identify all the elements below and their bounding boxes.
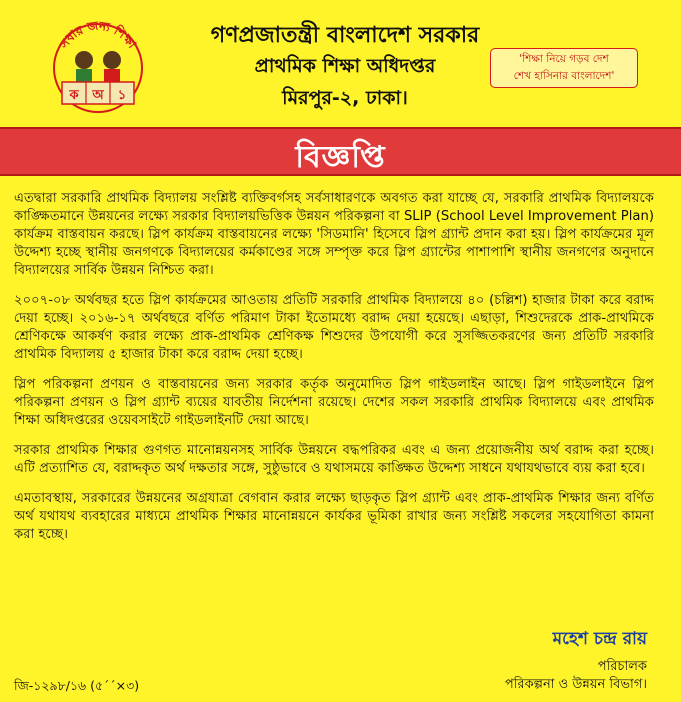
education-for-all-logo xyxy=(48,14,148,116)
paragraph-1: এতদ্বারা সরকারি প্রাথমিক বিদ্যালয় সংশ্লিষ্ট ব্যক্তিবর্গসহ সর্বসাধারণকে অবগত করা যাচ্ছে যে, সরকারি প্রাথমিক বিদ্যালয়কে কাঙ্ক্ষিতমানে উন্নয়নের লক্ষ্যে সরকার বিদ্যালয়ভিত্তিক উন্নয়ন পরিকল্পনা বা SLIP (School Level Improvement Plan) কার্যক্রম বাস্তবায়ন করছে। স্লিপ কার্যক্রম বাস্তবায়নের লক্ষ্যে 'সিডমানি' হিসেবে স্লিপ গ্র্যান্ট প্রদান করা হয়। স্লিপ কার্যক্রমের মূল উদ্দেশ্য হচ্ছে স্থানীয় জনগণকে বিদ্যালয়ের কর্মকাণ্ডের সঙ্গে সম্পৃক্ত করে স্লিপ গ্র্যান্টের পাশাপাশি স্থানীয় জনগণের অনুদানে বিদ্যালয়ের সার্বিক উন্নয়ন নিশ্চিত করা। xyxy=(14,191,654,278)
logo-letter-1: ক xyxy=(69,88,79,103)
paragraph-2: ২০০৭-০৮ অর্থবছর হতে স্লিপ কার্যক্রমের আওতায় প্রতিটি সরকারি প্রাথমিক বিদ্যালয়ে ৪০ (চল্লিশ) হাজার টাকা করে বরাদ্দ দেয়া হচ্ছে। ২০১৬-১৭ অর্থবছরে বর্ণিত পরিমাণ টাকা ইতোমধ্যে বরাদ্দ দেয়া হয়েছে। এছাড়া, শিশুদেরকে প্রাক-প্রাথমিকে শ্রেণিকক্ষে আকর্ষণ করার লক্ষ্যে প্রাক-প্রাথমিক শ্রেণিকক্ষ শিশুদের উপযোগী করে সুসজ্জিতকরণের জন্য প্রতিটি সরকারি প্রাথমিক বিদ্যালয় ৫ হাজার টাকা করে বরাদ্দ দেয়া হচ্ছে। xyxy=(14,293,654,362)
signatory-title: পরিচালক xyxy=(597,659,647,674)
paragraph-5: এমতাবস্থায়, সরকারের উন্নয়নের অগ্রযাত্রা বেগবান করার লক্ষ্যে ছাড়কৃত স্লিপ গ্র্যান্ট এবং প্রাক-প্রাথমিক শিক্ষার জন্য বর্ণিত অর্থ যথাযথ ব্যবহারের মাধ্যমে প্রাথমিক শিক্ষার মানোন্নয়নে কার্যকর ভূমিকা রাখার জন্য সংশ্লিষ্ট সকলের সহযোগিতা কামনা করা হচ্ছে। xyxy=(14,491,654,542)
notice-banner xyxy=(0,127,681,176)
signature-block xyxy=(505,626,647,694)
government-name: গণপ্রজাতন্ত্রী বাংলাদেশ সরকার xyxy=(210,23,480,48)
notice-body xyxy=(14,190,654,556)
office-address: মিরপুর-২, ঢাকা। xyxy=(282,87,408,109)
directorate-name: প্রাথমিক শিক্ষা অধিদপ্তর xyxy=(254,55,436,77)
header xyxy=(0,0,681,126)
logo-letter-3: ১ xyxy=(117,88,127,103)
paragraph-4: সরকার প্রাথমিক শিক্ষার গুণগত মানোন্নয়নসহ সার্বিক উন্নয়নে বদ্ধপরিকর এবং এ জন্য প্রয়োজনীয় অর্থ বরাদ্দ করা হচ্ছে। এটি প্রত্যাশিত যে, বরাদ্দকৃত অর্থ দক্ষতার সঙ্গে, সুষ্ঠুভাবে ও যথাসময়ে কাঙ্ক্ষিত উদ্দেশ্য সাধনে যথাযথভাবে ব্যয় করা হবে। xyxy=(14,443,654,476)
signatory-name: মহেশ চন্দ্র রায় xyxy=(552,629,647,649)
slogan-box xyxy=(490,48,638,88)
slogan-line-1: 'শিক্ষা নিয়ে গড়ব দেশ xyxy=(519,53,609,65)
paragraph-3: স্লিপ পরিকল্পনা প্রণয়ন ও বাস্তবায়নের জন্য সরকার কর্তৃক অনুমোদিত স্লিপ গাইডলাইন আছে। স্লিপ গাইডলাইনে স্লিপ পরিকল্পনা প্রণয়ন ও স্লিপ গ্র্যান্ট ব্যয়ের যাবতীয় নির্দেশনা রয়েছে। দেশের সকল সরকারি প্রাথমিক বিদ্যালয়ে এবং প্রাথমিক শিক্ষা অধিদপ্তরের ওয়েবসাইটে গাইডলাইনটি দেয়া আছে। xyxy=(14,377,654,428)
slogan-line-2: শেখ হাসিনার বাংলাদেশ' xyxy=(513,70,615,82)
logo-arc-text: সবার জন্য শিক্ষা xyxy=(56,18,140,51)
notice-title: বিজ্ঞপ্তি xyxy=(295,140,386,175)
reference-number: জি-১২৯৮/১৬ (৫´´×৩) xyxy=(14,678,140,693)
logo-letter-2: অ xyxy=(92,88,104,103)
signatory-department: পরিকল্পনা ও উন্নয়ন বিভাগ। xyxy=(504,677,647,692)
